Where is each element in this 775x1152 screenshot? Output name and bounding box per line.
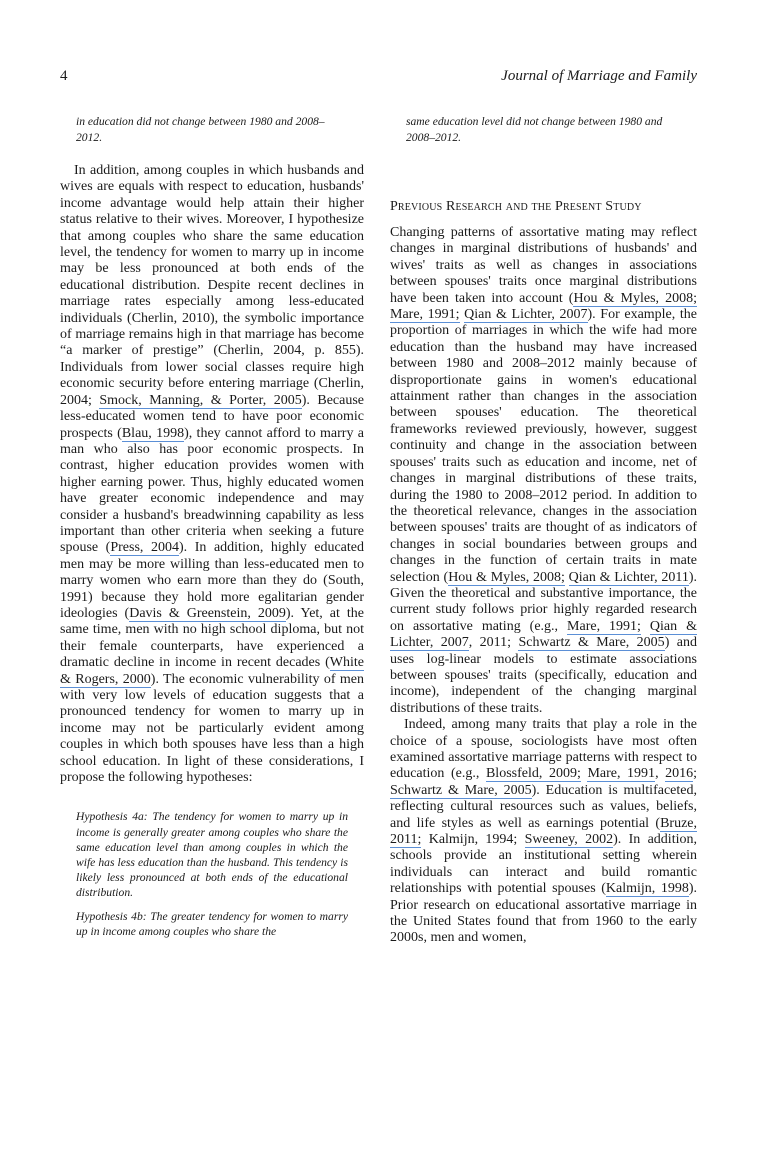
hypothesis-4a: Hypothesis 4a: The tendency for women to marry up in income is generally greater among couples who share the same education level than among couples in which the wife has less education than the husband. This tendency is likely less pronounced at both ends of the educational distribution. [76, 810, 348, 900]
citation-link[interactable]: 2016 [665, 766, 694, 782]
hypothesis-4b: Hypothesis 4b: The greater tendency for women to marry up in income among couples who share the [76, 909, 348, 938]
citation-link[interactable]: Kalmijn, 1998 [605, 881, 689, 897]
continued-hypothesis-note: same education level did not change between 1980 and 2008–2012. [406, 115, 663, 144]
body-paragraph: Changing patterns of assortative mating may reflect changes in marginal distributions of husbands' and wives' traits as well as changes in associations between spouses' traits once marginal distributions have been taken into account (Hou & Myles, 2008; Mare, 1991; Qian & Lichter, 2007). For example, the proportion of marriages in which the wife had more education than the husband may have increased between 1980 and 2008–2012 mainly because of disproportionate gains in women's educational attainment rather than changes in the association between spouses' education. The theoretical frameworks reviewed previously, however, suggest continuity and change in the association between spouses' traits such as education and income, net of changes in marginal distributions of these traits, during the 1980 to 2008–2012 period. In addition to the theoretical relevance, changes in the association between spouses' traits are thought of as indicators of changes in social boundaries between groups and changes in the function of certain traits in mate selection (Hou & Myles, 2008; Qian & Lichter, 2011). Given the theoretical and substantive importance, the current study follows prior highly regarded research on assortative mating (e.g., Mare, 1991; Qian & Lichter, 2007, 2011; Schwartz & Mare, 2005) and uses log-linear models to estimate associations between spouses' traits (specifically, education and income), independent of the changing marginal distributions of these traits. [390, 225, 698, 716]
citation-link[interactable]: Blau, 1998 [121, 425, 185, 441]
citation-link[interactable]: White & Rogers, 2000 [60, 655, 364, 687]
section-heading: Previous Research and the Present Study [390, 199, 642, 214]
citation-link[interactable]: Schwartz & Mare, 2005 [518, 635, 665, 651]
right-column [390, 114, 697, 947]
left-column [60, 114, 364, 939]
citation-link[interactable]: Qian & Lichter, 2011 [568, 569, 689, 585]
citation-link[interactable]: Qian & Lichter, 2007 [390, 618, 697, 651]
citation-link[interactable]: Mare, 1991; [390, 307, 460, 323]
citation-link[interactable]: Blossfeld, 2009; [485, 766, 581, 782]
body-paragraph: In addition, among couples in which husbands and wives are equals with respect to education, husbands' income advantage would help attain their higher status relative to their wives. Moreover, I hypothesize that among couples who share the same education level, the tendency for women to marry up in income may be less pronounced at both ends of the educational distribution. Despite recent declines in marriage rates especially among less-educated individuals (Cherlin, 2010), the symbolic importance of marriage remains high in that marriage has become “a marker of prestige” (Cherlin, 2004, p. 855). Individuals from lower social classes require high economic security before entering marriage (Cherlin, 2004; Smock, Manning, & Porter, 2005). Because less-educated women tend to have poor economic prospects (Blau, 1998), they cannot afford to marry a man who also has poor economic prospects. In contrast, higher education provides women with higher earning power. Thus, highly educated women have greater economic independence and may consider a husband's breadwinning capability as less important than other criteria when seeking a future spouse (Press, 2004). In addition, highly educated men may be more willing than less-educated men to marry women who earn more than they do (South, 1991) because they hold more egalitarian gender ideologies (Davis & Greenstein, 2009). Yet, at the same time, men with no high school diploma, but not their female counterparts, have experienced a dramatic decline in income in recent decades (White & Rogers, 2000). The economic vulnerability of men with very low levels of education suggests that a pronounced tendency for women to marry up in income may not be particularly evident among couples in which both spouses have less than a high school education. In light of these considerations, I propose the following hypotheses: [60, 163, 364, 786]
page-number: 4 [60, 68, 68, 84]
citation-link[interactable]: Davis & Greenstein, 2009 [129, 605, 286, 621]
citation-link[interactable]: Sweeney, 2002 [524, 832, 614, 848]
citation-link[interactable]: Hou & Myles, 2008; [448, 569, 565, 585]
citation-link[interactable]: Schwartz & Mare, 2005 [390, 782, 532, 798]
citation-link[interactable]: Mare, 1991 [587, 766, 656, 782]
citation-link[interactable]: Press, 2004 [110, 540, 179, 556]
continued-hypothesis-note: in education did not change between 1980 and 2008–2012. [76, 115, 325, 144]
body-paragraph: Indeed, among many traits that play a role in the choice of a spouse, sociologists have most often examined assortative marriage patterns with respect to education (e.g., Blossfeld, 2009; Mare, 1991, 2016; Schwartz & Mare, 2005). Education is multifaceted, reflecting cultural resources such as values, beliefs, and life styles as well as earnings potential (Bruze, 2011; Kalmijn, 1994; Sweeney, 2002). In addition, schools provide an institutional setting wherein individuals can interact and build romantic relationships with potential spouses (Kalmijn, 1998). Prior research on educational assortative marriage in the United States found that from 1960 to the early 2000s, men and women, [390, 717, 698, 946]
citation-link[interactable]: Bruze, 2011; [390, 815, 697, 848]
journal-title: Journal of Marriage and Family [501, 68, 697, 84]
citation-link[interactable]: Mare, 1991; [567, 618, 641, 634]
citation-link[interactable]: Qian & Lichter, 2007 [464, 307, 588, 323]
citation-link[interactable]: Hou & Myles, 2008; [573, 290, 697, 306]
citation-link[interactable]: Smock, Manning, & Porter, 2005 [99, 392, 302, 408]
